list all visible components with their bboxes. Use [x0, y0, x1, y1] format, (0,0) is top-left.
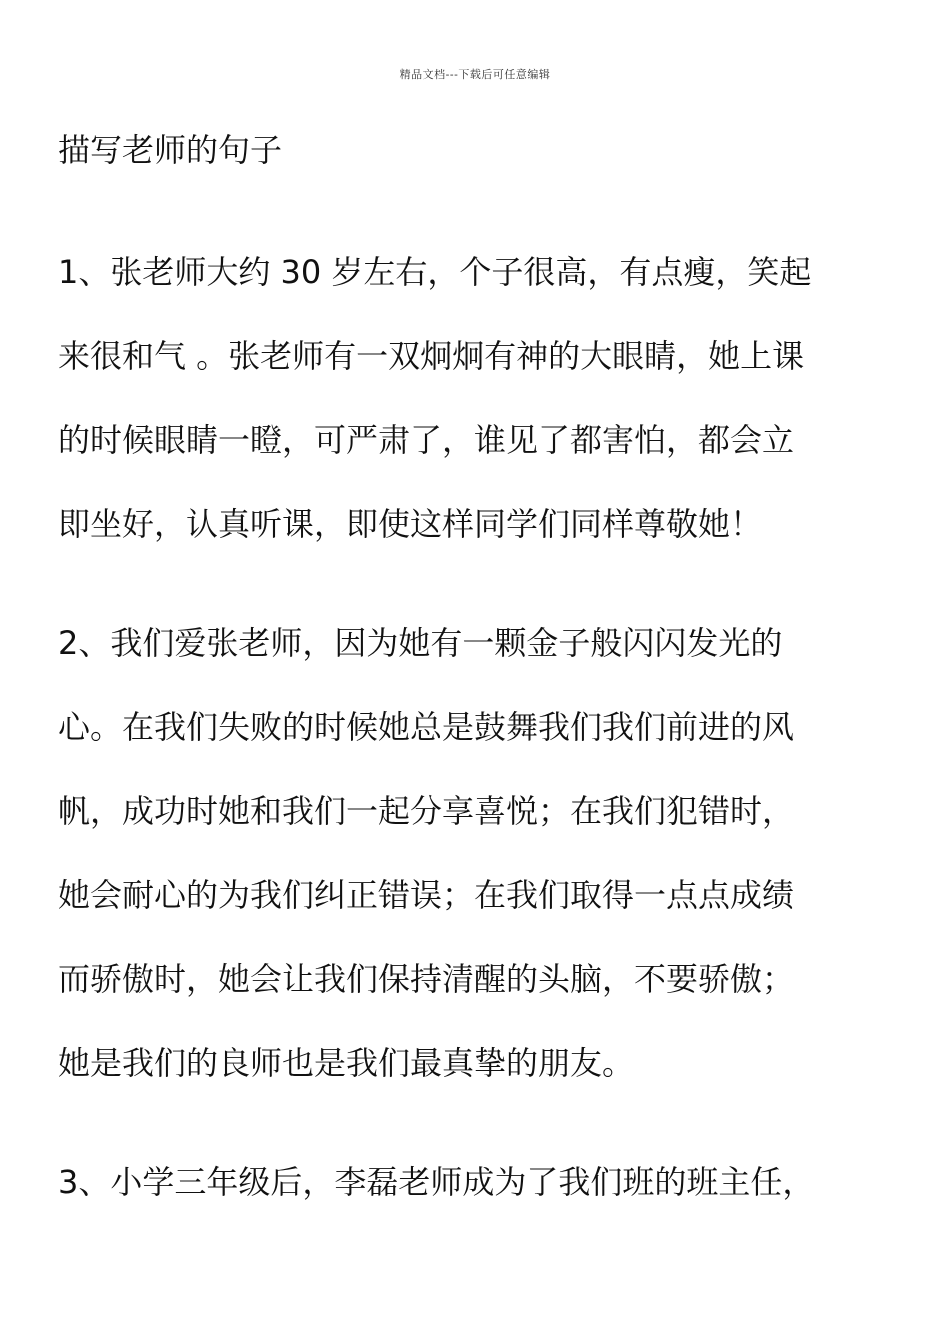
paragraph-line: 的时候眼睛一瞪，可严肃了，谁见了都害怕，都会立: [58, 421, 795, 459]
paragraph-line: 帆，成功时她和我们一起分享喜悦；在我们犯错时，: [58, 792, 795, 830]
paragraph-line: 心。在我们失败的时候她总是鼓舞我们我们前进的风: [58, 708, 795, 746]
paragraph-line: 3、小学三年级后，李磊老师成为了我们班的班主任，: [58, 1163, 815, 1201]
header-note: 精品文档---下载后可任意编辑: [399, 68, 551, 81]
paragraph-line: 她会耐心的为我们纠正错误；在我们取得一点点成绩: [58, 876, 795, 914]
paragraph-line: 即坐好，认真听课，即使这样同学们同样尊敬她！: [58, 505, 763, 543]
document-title: 描写老师的句子: [58, 131, 283, 169]
paragraph-line: 来很和气 。张老师有一双炯炯有神的大眼睛，她上课: [58, 337, 805, 375]
paragraph-3: [58, 1140, 898, 1224]
paragraph-1: [58, 230, 898, 566]
paragraph-2: [58, 601, 898, 1105]
paragraph-line: 而骄傲时，她会让我们保持清醒的头脑，不要骄傲；: [58, 960, 795, 998]
paragraph-line: 她是我们的良师也是我们最真挚的朋友。: [58, 1044, 635, 1082]
paragraph-line: 2、我们爱张老师，因为她有一颗金子般闪闪发光的: [58, 624, 783, 662]
paragraph-line: 1、张老师大约 30 岁左右，个子很高，有点瘦，笑起: [58, 253, 812, 291]
